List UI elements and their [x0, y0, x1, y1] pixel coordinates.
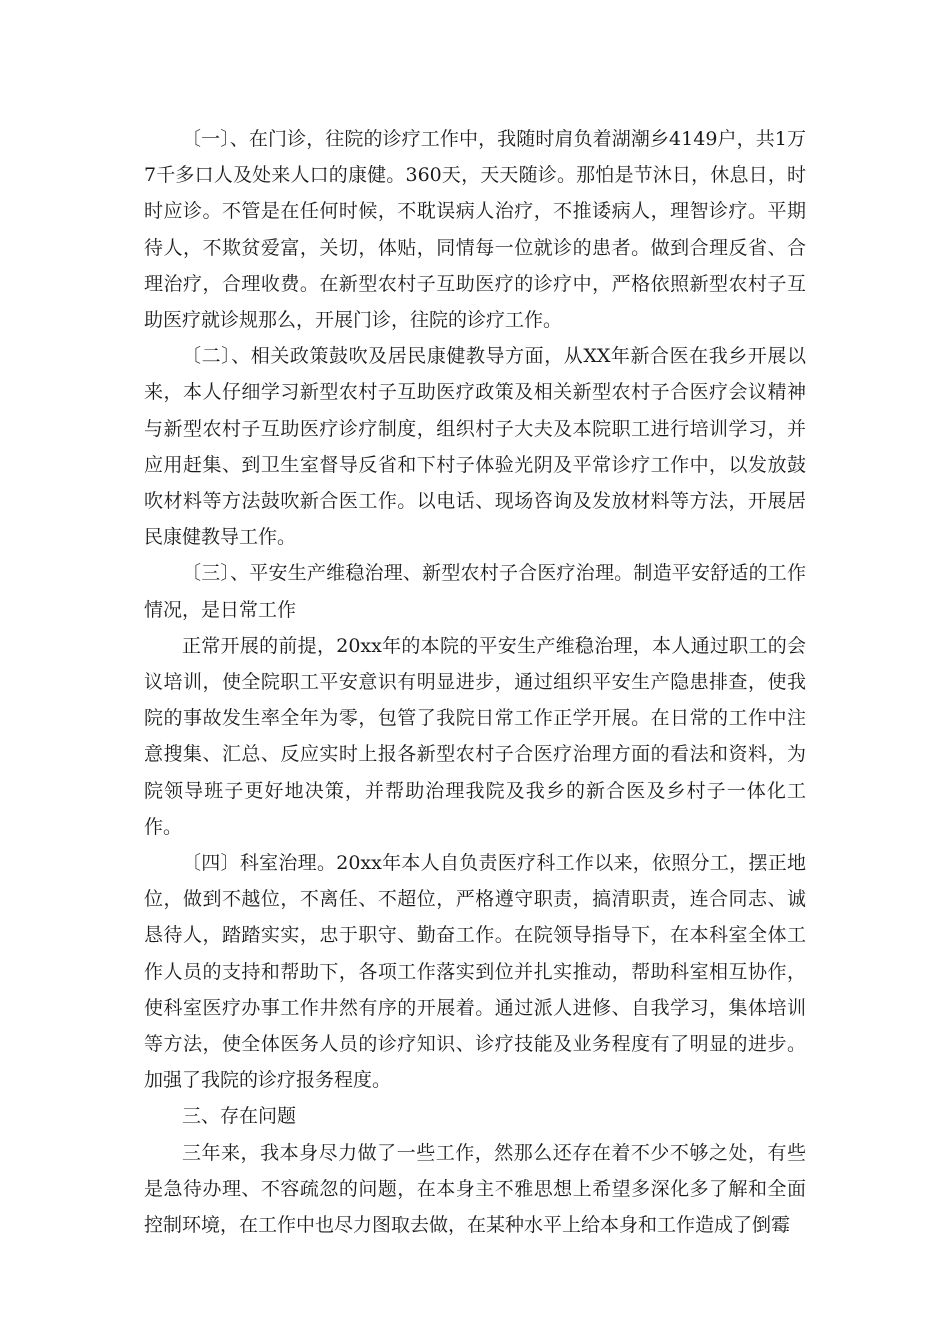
section-heading-problems: 三、存在问题: [182, 1105, 297, 1128]
paragraph-policy-publicity: 〔二〕、相关政策鼓吹及居民康健教导方面，从XX年新合医在我乡开展以来，本人仔细学习新型农村子互助医疗政策及相关新型农村子合医疗会议精神与新型农村子互助医疗诊疗制度，组织村子大夫及本院职工进行培训学习，并应用赶集、到卫生室督导反省和下村子体验光阴及平常诊疗工作中，以发放鼓吹材料等方法鼓吹新合医工作。以电话、现场咨询及发放材料等方法，开展居民康健教导工作。: [144, 345, 806, 549]
paragraph-safety-management: 正常开展的前提，20xx年的本院的平安生产维稳治理，本人通过职工的会议培训，使全院职工平安意识有明显进步，通过组织平安生产隐患排查，使我院的事故发生率全年为零，包管了我院日常工作正学开展。在日常的工作中注意搜集、汇总、反应实时上报各新型农村子合医疗治理方面的看法和资料，为院领导班子更好地决策，并帮助治理我院及我乡的新合医及乡村子一体化工作。: [144, 634, 806, 838]
paragraph-outpatient-work: 〔一〕、在门诊，往院的诊疗工作中，我随时肩负着湖潮乡4149户，共1万7千多口人及处来人口的康健。360天，天天随诊。那怕是节沐日，休息日，时时应诊。不管是在任何时候，不耽误病人治疗，不推诿病人，理智诊疗。平期待人，不欺贫爱富，关切，体贴，同情每一位就诊的患者。做到合理反省、合理治疗，合理收费。在新型农村子互助医疗的诊疗中，严格依照新型农村子互助医疗就诊规那么，开展门诊，往院的诊疗工作。: [144, 128, 806, 332]
document-body: [144, 121, 806, 1243]
paragraph-department-management: 〔四〕科室治理。20xx年本人自负责医疗科工作以来，依照分工，摆正地位，做到不越位，不离任、不超位，严格遵守职责，搞清职责，连合同志、诚恳待人，踏踏实实，忠于职守、勤奋工作。在院领导指导下，在本科室全体工作人员的支持和帮助下，各项工作落实到位并扎实推动，帮助科室相互协作，使科室医疗办事工作井然有序的开展着。通过派人进修、自我学习，集体培训等方法，使全体医务人员的诊疗知识、诊疗技能及业务程度有了明显的进步。加强了我院的诊疗报务程度。: [144, 852, 806, 1092]
paragraph-safety-management-heading: 〔三〕、平安生产维稳治理、新型农村子合医疗治理。制造平安舒适的工作情况，是日常工作: [144, 562, 806, 621]
paragraph-problems: 三年来，我本身尽力做了一些工作，然那么还存在着不少不够之处，有些是急待办理、不容疏忽的问题，在本身主不雅思想上希望多深化多了解和全面控制环境，在工作中也尽力图取去做，在某种水平上给本身和工作造成了倒霉: [144, 1141, 806, 1237]
